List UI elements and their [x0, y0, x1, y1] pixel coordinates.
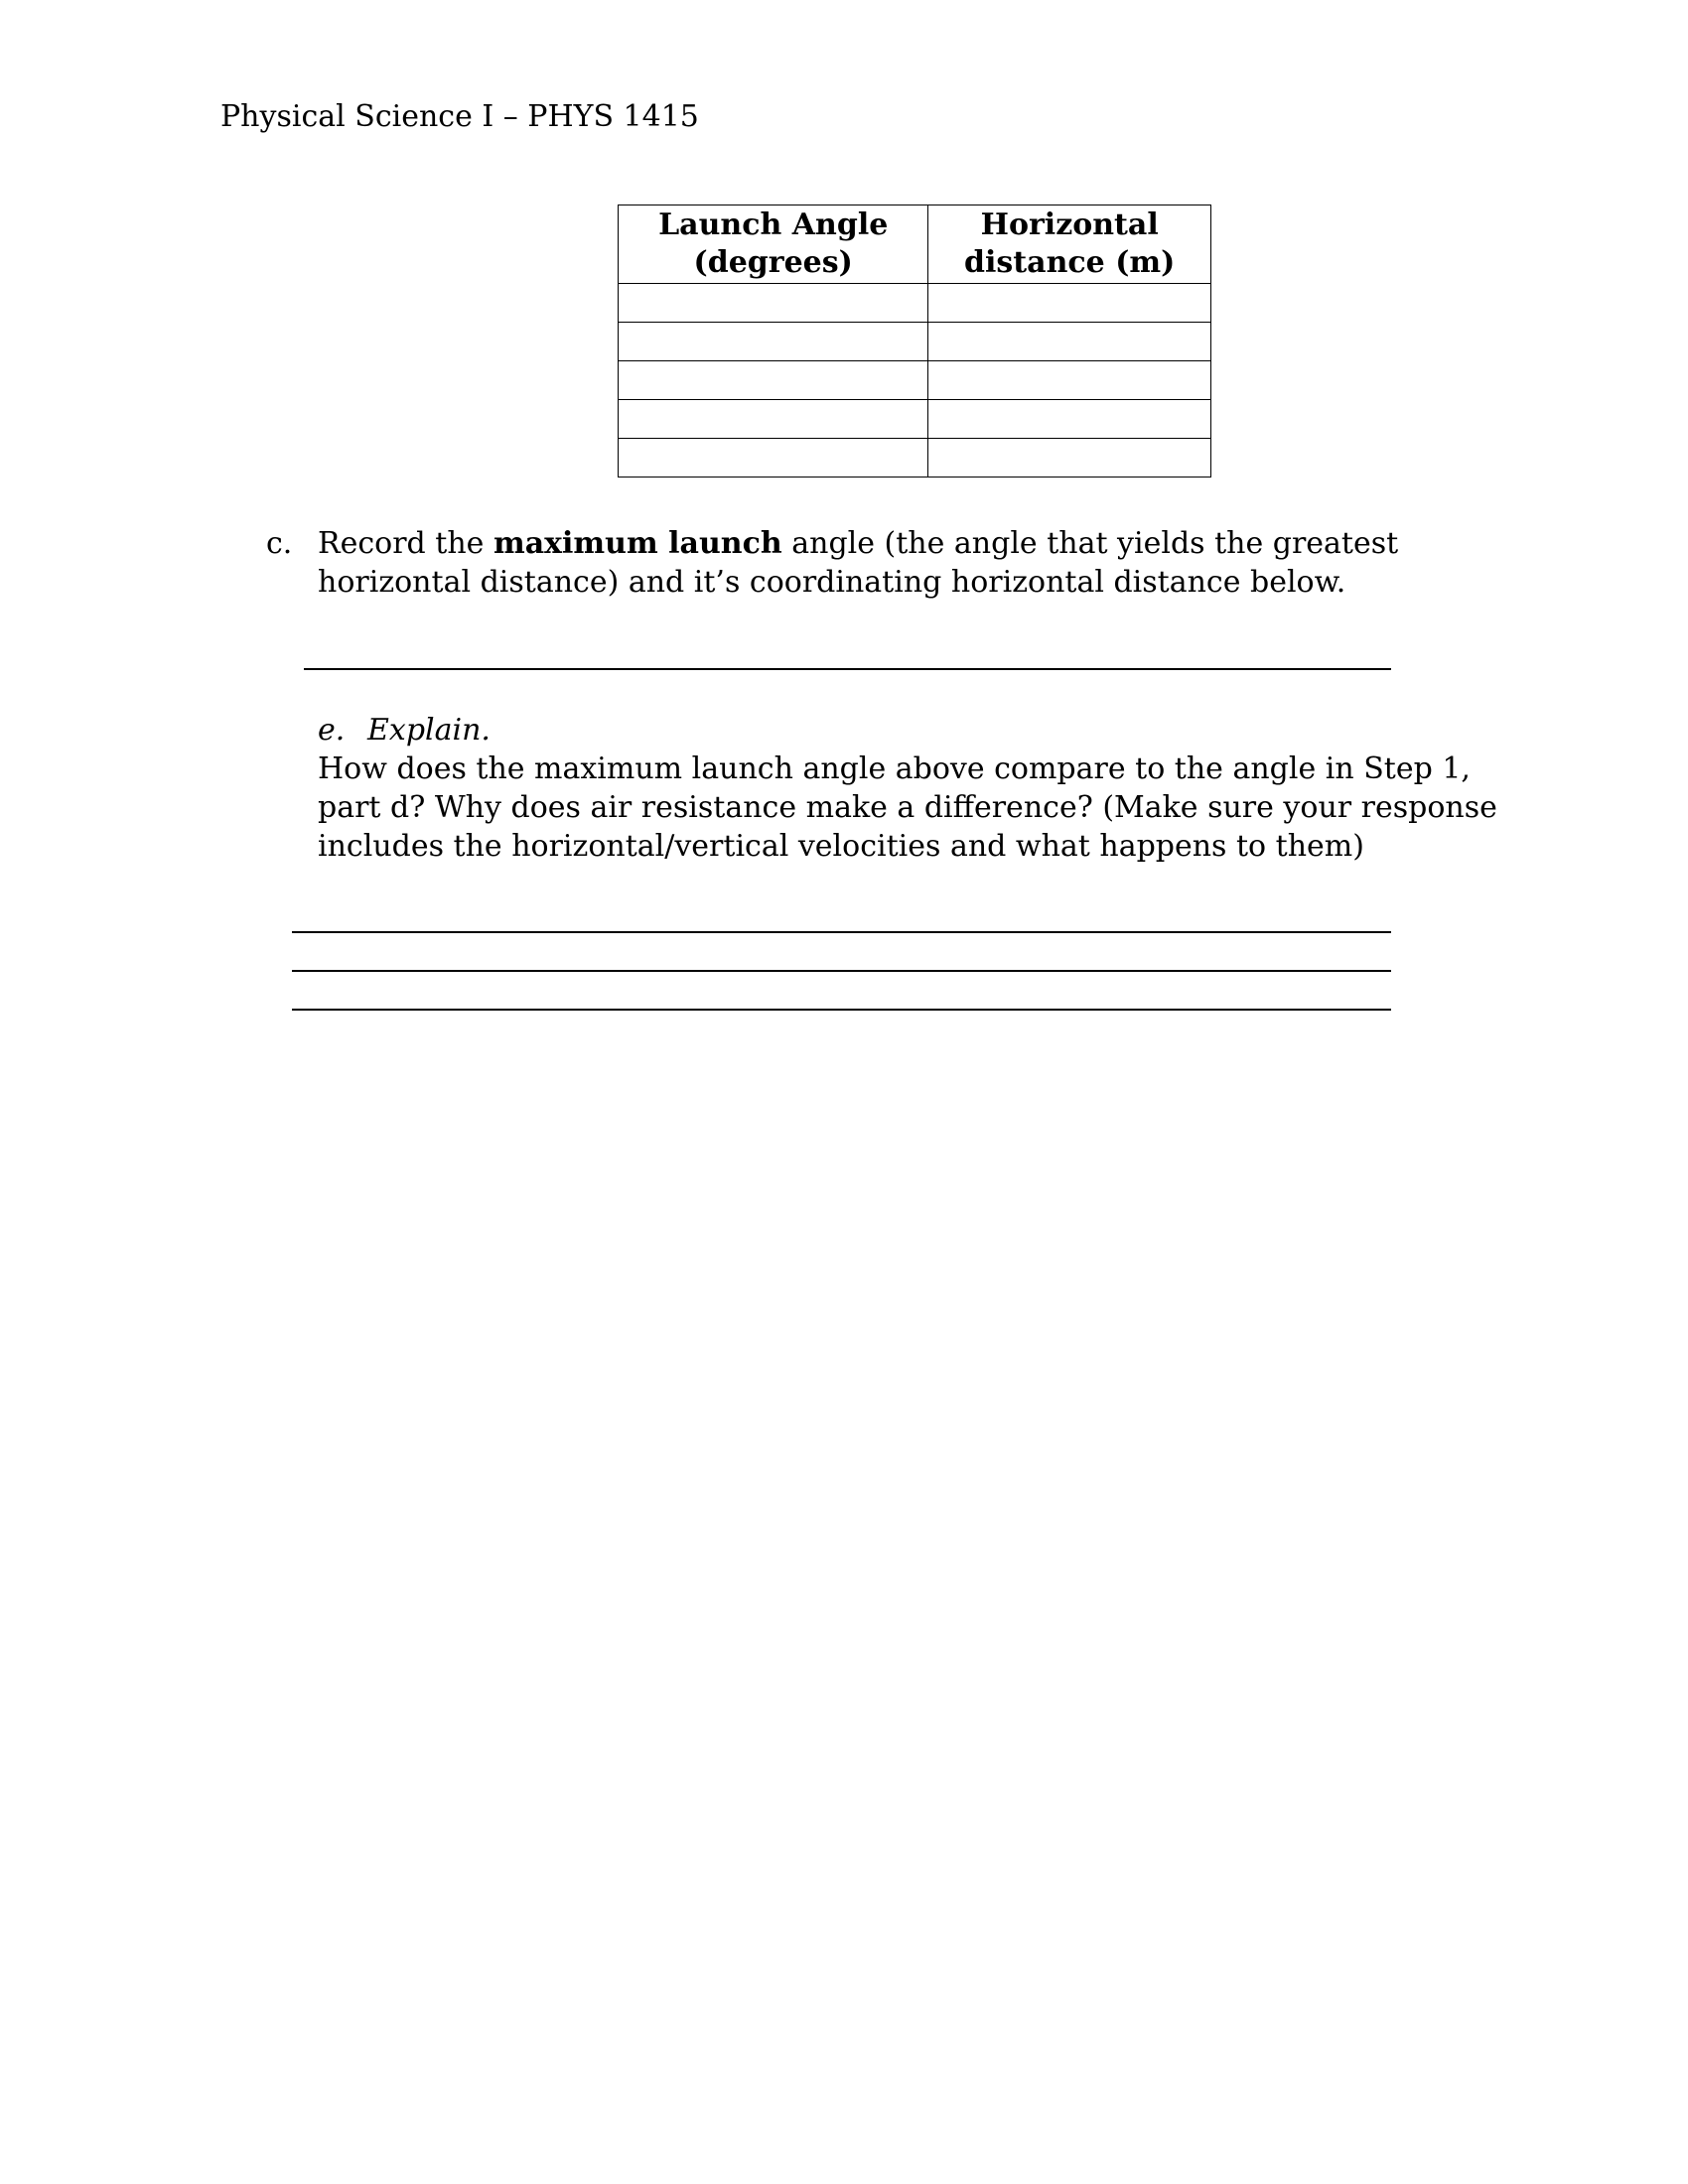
section-e-heading [318, 711, 1509, 750]
launch-data-table [618, 205, 1211, 478]
section-e [318, 711, 1509, 866]
table-cell[interactable] [928, 439, 1211, 478]
section-e-title: Explain. [367, 713, 491, 748]
table-row [619, 439, 1211, 478]
question-c-text [318, 524, 1497, 602]
table-header-row [619, 205, 1211, 284]
column-header-launch-angle [619, 205, 928, 284]
question-c-text-before: Record the [318, 526, 493, 561]
header-line: (degrees) [693, 245, 853, 280]
table-row [619, 323, 1211, 361]
question-c [266, 524, 1497, 602]
answer-line-e-2[interactable] [292, 970, 1391, 972]
table-cell[interactable] [619, 361, 928, 400]
header-line: Launch Angle [658, 207, 889, 242]
header-line: distance (m) [964, 245, 1176, 280]
table-cell[interactable] [928, 361, 1211, 400]
table-cell[interactable] [619, 323, 928, 361]
table-cell[interactable] [619, 400, 928, 439]
question-c-text-after: angle (the angle that yields the greatest horizontal distance) and it’s coordinating horizontal distance below. [318, 526, 1399, 600]
table-cell[interactable] [619, 284, 928, 323]
table-cell[interactable] [619, 439, 928, 478]
table-cell[interactable] [928, 284, 1211, 323]
table-row [619, 400, 1211, 439]
table-row [619, 361, 1211, 400]
answer-line-e-1[interactable] [292, 931, 1391, 933]
header-line: Horizontal [980, 207, 1159, 242]
question-c-label: c. [266, 526, 293, 561]
answer-line-c[interactable] [304, 668, 1391, 670]
section-e-label: e. [318, 713, 346, 748]
table-cell[interactable] [928, 323, 1211, 361]
course-header: Physical Science I – PHYS 1415 [220, 99, 699, 134]
answer-line-e-3[interactable] [292, 1009, 1391, 1011]
question-c-text-bold: maximum launch [492, 526, 782, 561]
table-cell[interactable] [928, 400, 1211, 439]
section-e-body: How does the maximum launch angle above compare to the angle in Step 1, part d? Why does air resistance make a difference? (Make sure your response includes the horizontal/vertical velocities and what happens to them) [318, 751, 1497, 864]
column-header-horizontal-distance [928, 205, 1211, 284]
table-row [619, 284, 1211, 323]
